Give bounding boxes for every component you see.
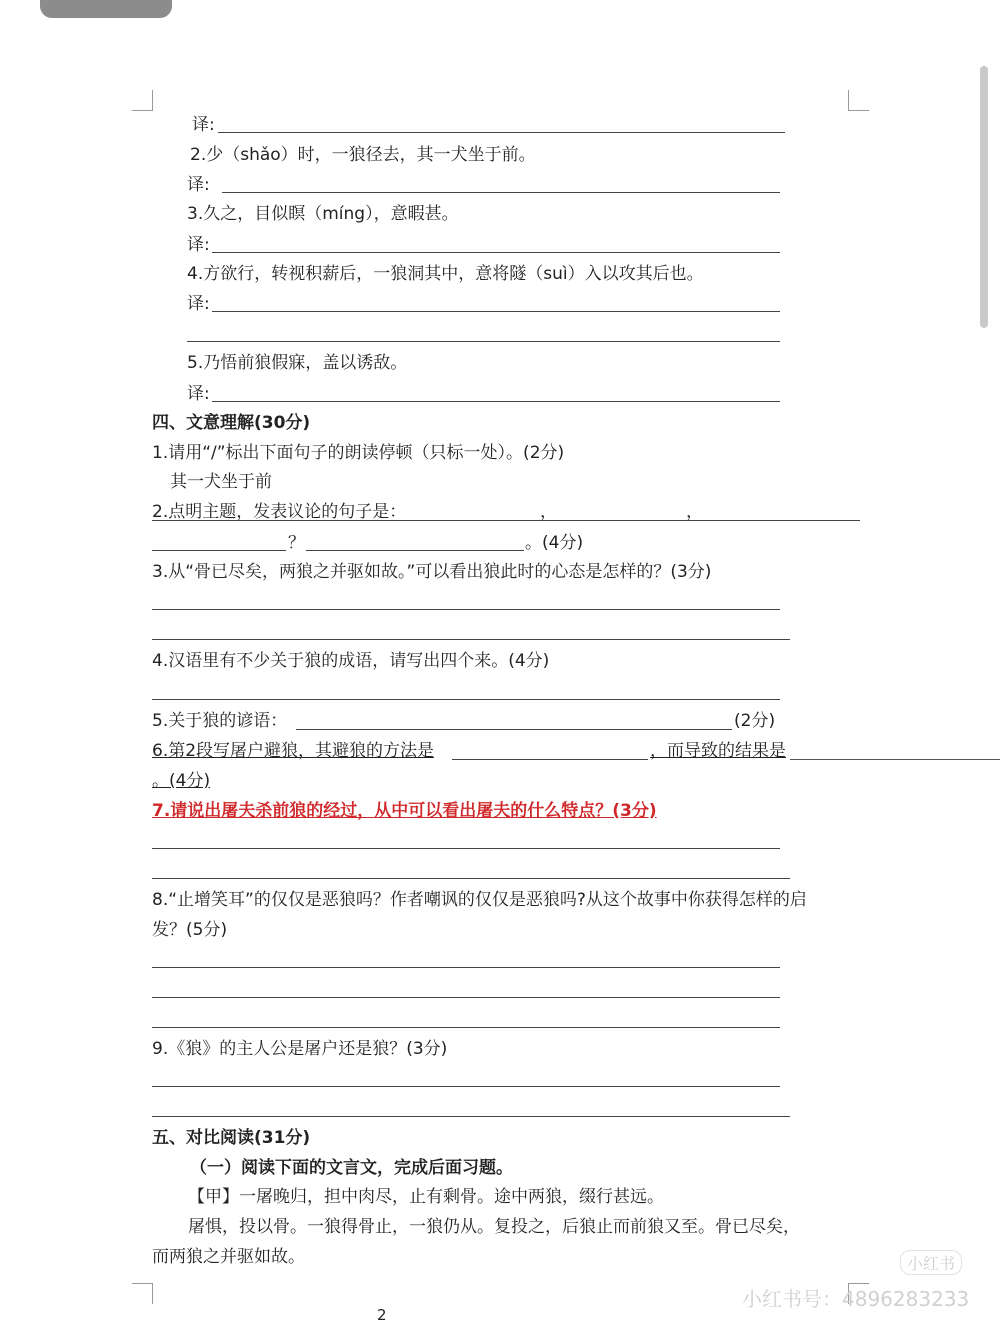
question-4-6: 6.第2段写屠户避狼，其避狼的方法是 bbox=[152, 741, 435, 761]
page-corner-mark-top-right bbox=[848, 90, 869, 111]
answer-line[interactable] bbox=[152, 1116, 790, 1117]
comma: ， bbox=[540, 502, 557, 522]
page-corner-mark-top-left bbox=[132, 90, 153, 111]
answer-line[interactable] bbox=[306, 550, 524, 551]
answer-line[interactable] bbox=[152, 1027, 780, 1028]
question-4-4: 4.汉语里有不少关于狼的成语，请写出四个来。(4分) bbox=[152, 651, 550, 671]
passage-paragraph-1: 【甲】一屠晚归，担中肉尽，止有剩骨。途中两狼，缀行甚远。 bbox=[188, 1187, 664, 1207]
section-5-heading: 五、对比阅读(31分) bbox=[152, 1128, 311, 1148]
watermark-logo: 小红书 bbox=[900, 1250, 962, 1275]
translation-label: 译: bbox=[187, 384, 210, 404]
answer-line[interactable] bbox=[212, 252, 780, 253]
question-4-6-score: 。(4分) bbox=[152, 771, 211, 791]
question-4-1-sentence: 其一犬坐于前 bbox=[170, 472, 272, 492]
answer-line-extension[interactable] bbox=[790, 759, 1000, 760]
answer-line[interactable] bbox=[152, 699, 780, 700]
question-3-5: 5.乃悟前狼假寐，盖以诱敌。 bbox=[187, 353, 408, 373]
answer-line[interactable] bbox=[152, 848, 780, 849]
vertical-scrollbar[interactable] bbox=[980, 66, 988, 328]
answer-line[interactable] bbox=[152, 997, 780, 998]
answer-line[interactable] bbox=[152, 878, 790, 879]
answer-line[interactable] bbox=[222, 192, 780, 193]
answer-line[interactable] bbox=[212, 401, 780, 402]
page-corner-mark-bottom-left bbox=[132, 1283, 153, 1304]
question-4-1: 1.请用“/”标出下面句子的朗读停顿（只标一处）。(2分) bbox=[152, 443, 565, 463]
answer-line[interactable] bbox=[212, 311, 780, 312]
question-4-9: 9.《狼》的主人公是屠户还是狼？(3分) bbox=[152, 1039, 448, 1059]
translation-label: 译: bbox=[187, 235, 210, 255]
page-number: 2 bbox=[377, 1306, 387, 1324]
question-4-2: 2.点明主题，发表议论的句子是： bbox=[152, 502, 407, 522]
section-5-subheading: （一）阅读下面的文言文，完成后面习题。 bbox=[190, 1158, 513, 1178]
answer-line[interactable] bbox=[296, 729, 732, 730]
question-4-7: 7.请说出屠夫杀前狼的经过，从中可以看出屠夫的什么特点？(3分) bbox=[152, 801, 657, 821]
answer-line[interactable] bbox=[452, 759, 648, 760]
answer-line[interactable] bbox=[152, 609, 780, 610]
question-4-5-score: (2分) bbox=[734, 711, 776, 731]
question-3-2: 2.少（shǎo）时，一狼径去，其一犬坐于前。 bbox=[190, 145, 536, 165]
question-4-8-cont: 发？(5分) bbox=[152, 920, 228, 940]
translation-label: 译: bbox=[192, 115, 215, 135]
question-4-2-score: 。(4分) bbox=[525, 533, 584, 553]
answer-line[interactable] bbox=[152, 639, 790, 640]
question-3-3: 3.久之，目似瞑（míng），意暇甚。 bbox=[187, 204, 459, 224]
answer-line[interactable] bbox=[152, 967, 780, 968]
question-4-8: 8.“止增笑耳”的仅仅是恶狼吗？作者嘲讽的仅仅是恶狼吗?从这个故事中你获得怎样的启 bbox=[152, 890, 807, 910]
answer-line[interactable] bbox=[187, 341, 780, 342]
answer-line[interactable] bbox=[152, 550, 286, 551]
section-4-heading: 四、文意理解(30分) bbox=[152, 413, 311, 433]
passage-paragraph-2: 屠惧，投以骨。一狼得骨止，一狼仍从。复投之，后狼止而前狼又至。骨已尽矣， bbox=[188, 1217, 800, 1237]
answer-line[interactable] bbox=[218, 132, 785, 133]
passage-paragraph-3: 而两狼之并驱如故。 bbox=[152, 1247, 305, 1267]
question-4-3: 3.从“骨已尽矣，两狼之并驱如故。”可以看出狼此时的心态是怎样的？(3分) bbox=[152, 562, 712, 582]
answer-line[interactable] bbox=[152, 1086, 780, 1087]
question-3-4: 4.方欲行，转视积薪后，一狼洞其中，意将隧（suì）入以攻其后也。 bbox=[187, 264, 704, 284]
translation-label: 译: bbox=[187, 294, 210, 314]
answer-line[interactable] bbox=[152, 520, 860, 521]
watermark-id: 小红书号：4896283233 bbox=[742, 1287, 970, 1311]
window-tab[interactable] bbox=[40, 0, 172, 18]
translation-label: 译: bbox=[187, 175, 210, 195]
question-mark: ？ bbox=[288, 533, 305, 553]
question-4-5: 5.关于狼的谚语： bbox=[152, 711, 288, 731]
question-4-6-result: ，而导致的结果是 bbox=[650, 741, 786, 761]
comma: ， bbox=[686, 502, 703, 522]
